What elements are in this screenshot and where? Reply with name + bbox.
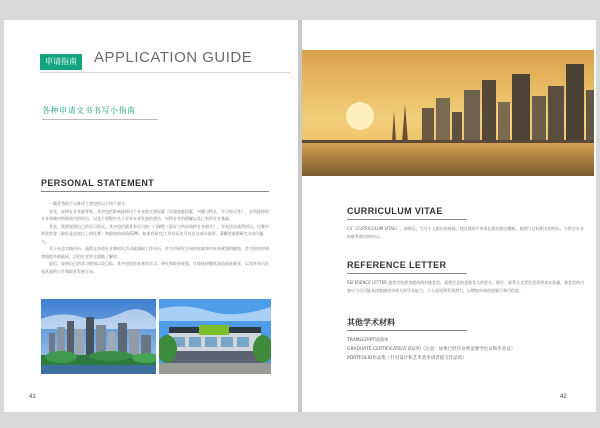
sunset-skyline-photo (302, 50, 594, 176)
page-number: 41 (29, 394, 36, 400)
section-tag: 申请指南 (40, 54, 82, 70)
right-page (302, 20, 596, 412)
campus-building-photo (159, 299, 271, 374)
subtitle: 各种申请文书书写小指南 (42, 106, 136, 115)
other-materials-list (347, 336, 515, 363)
list-item: GRADUATE CERTIFICATE/在读证明（注意：如果已经毕业则需要学位证和毕业证） (347, 347, 516, 352)
cv-divider (347, 219, 467, 220)
paragraph: 一篇优秀的个人陈述主要包括以下四个部分。 (49, 201, 129, 206)
header-divider (40, 72, 290, 73)
other-materials-divider (347, 330, 467, 331)
cv-description: CV（CURRICULUM VITAE），即简历，写写个人简历的时候，建议使用不容易出错的简洁模板，梳理与目标相关的经历，与所学专业的联系相关的经历。 (347, 226, 584, 239)
reference-letter-description: REFERENCE LETTER 通常学校要求提供两封推荐信，需要注意的是推荐人的姓名、职位、联系方式等信息需要真实准确，推荐信的内容应当尽可能具体地描述申请人的学术能力、个人品质和发展潜力，以增加申请的说服力和可信度。 (347, 280, 585, 293)
cv-heading: CURRICULUM VITAE (347, 206, 443, 216)
paragraph: 其次，需要说明自己的学习状况。其中包括最具有学习的一门课程（最好与所申请的专业相关），学术活动获得项目，比赛中获奖荣誉（最好是在校以上的比赛）和最终的成绩/GPA，如果有研究/工作经历也可以在这部分说明，清晰的说明研究方向与能力。 (41, 223, 269, 244)
left-page (4, 20, 298, 412)
header-title: APPLICATION GUIDE (94, 49, 253, 66)
paragraph: 首先，说明专业来源背景。其中包括影响选择这个专业的主要因素（比如家庭因素、兴趣与特长、学习经历等），在所选择的专业领域中特别成功的经历，以及个别程中关于学术未来发展的想法，对所专业的理解以及已有的专业基础。 (41, 208, 269, 221)
personal-statement-heading: PERSONAL STATEMENT (41, 178, 155, 188)
personal-statement-body (41, 200, 269, 275)
reference-letter-heading: REFERENCE LETTER (347, 260, 447, 270)
paragraph: 最后，说明自己的学习规划以及目标。其中包括你未来的学习、研究和职业规划，比如选择继续深造或是就业，以及毕业后计划从事的工作和职业发展方向。 (41, 261, 269, 274)
list-item: PORTFOLIO作品集（针对设计和艺术类申请者提交作品集） (347, 356, 467, 361)
reference-letter-divider (347, 273, 467, 274)
other-materials-heading: 其他学术材料 (347, 318, 395, 327)
paragraph: 关于社会实践经历，通常在申请专业和相关活动或兼职工作经历，作为对研究方向的探索和对未来规划的铺垫，会为你的申请增加很多的砝码，让招生官更全面地了解你。 (41, 246, 269, 259)
personal-statement-divider (41, 191, 269, 192)
page-number: 42 (560, 394, 567, 400)
subtitle-divider (42, 119, 158, 120)
city-skyline-photo (41, 299, 156, 374)
list-item: TRANSCRIPT成绩单 (347, 338, 389, 343)
